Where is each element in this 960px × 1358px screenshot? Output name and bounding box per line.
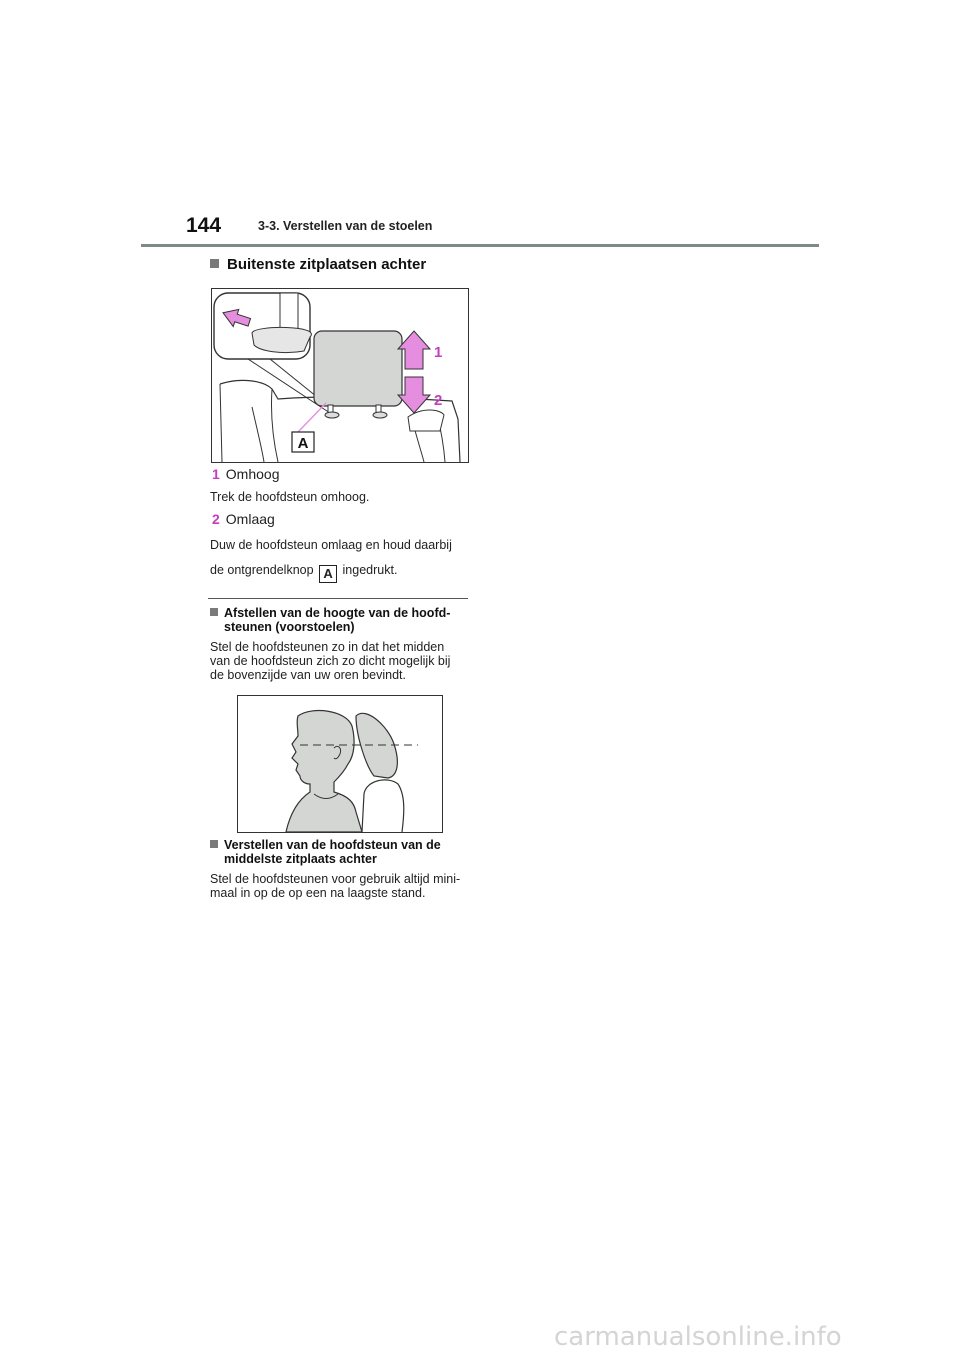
release-button-label: A	[297, 435, 309, 452]
step-number: 1	[212, 466, 220, 482]
outer-seats-heading-text: Buitenste zitplaatsen achter	[227, 256, 427, 273]
square-bullet-icon	[210, 608, 218, 616]
middle-seat-heading	[210, 838, 441, 852]
front-seats-text-line1: Stel de hoofdsteunen zo in dat het midden	[210, 640, 445, 654]
page-number: 144	[186, 214, 222, 237]
middle-seat-heading-line1: Verstellen van de hoofdsteun van de	[224, 838, 441, 852]
head-position-figure	[237, 695, 443, 833]
figure-step-1-label: 1	[434, 344, 443, 361]
step-2-text-after: ingedrukt.	[342, 563, 398, 577]
step-1	[212, 466, 280, 484]
header-rule	[141, 244, 819, 247]
front-seats-heading	[210, 606, 450, 620]
step-number: 2	[212, 511, 220, 527]
middle-seat-text-line1: Stel de hoofdsteunen voor gebruik altijd mini-	[210, 872, 461, 886]
figure-step-2-label: 2	[434, 392, 443, 409]
rear-headrest-figure	[211, 288, 469, 463]
square-bullet-icon	[210, 840, 218, 848]
front-seats-heading-line2: steunen (voorstoelen)	[224, 620, 355, 634]
step-2-text-line2	[210, 563, 397, 583]
front-seats-heading-line1: Afstellen van de hoogte van de hoofd-	[224, 606, 451, 620]
release-button-ref: A	[319, 565, 337, 583]
front-seats-text-line3: de bovenzijde van uw oren bevindt.	[210, 668, 406, 682]
section-divider	[208, 598, 468, 599]
middle-seat-heading-line2: middelste zitplaats achter	[224, 852, 377, 866]
step-label: Omhoog	[225, 466, 280, 482]
step-1-text: Trek de hoofdsteun omhoog.	[210, 490, 370, 504]
step-2-text-before: de ontgrendelknop	[210, 563, 314, 577]
rear-headrest-illustration	[212, 289, 468, 462]
watermark: carmanualsonline.info	[554, 1322, 842, 1352]
step-2-text-line1: Duw de hoofdsteun omlaag en houd daarbij	[210, 538, 452, 552]
outer-seats-heading	[210, 256, 426, 273]
middle-seat-text-line2: maal in op de op een na laagste stand.	[210, 886, 426, 900]
head-position-illustration	[238, 696, 442, 832]
step-2	[212, 511, 275, 529]
square-bullet-icon	[210, 259, 219, 268]
step-label: Omlaag	[225, 511, 275, 527]
front-seats-text-line2: van de hoofdsteun zich zo dicht mogelijk bij	[210, 654, 451, 668]
section-title: 3-3. Verstellen van de stoelen	[258, 219, 433, 233]
